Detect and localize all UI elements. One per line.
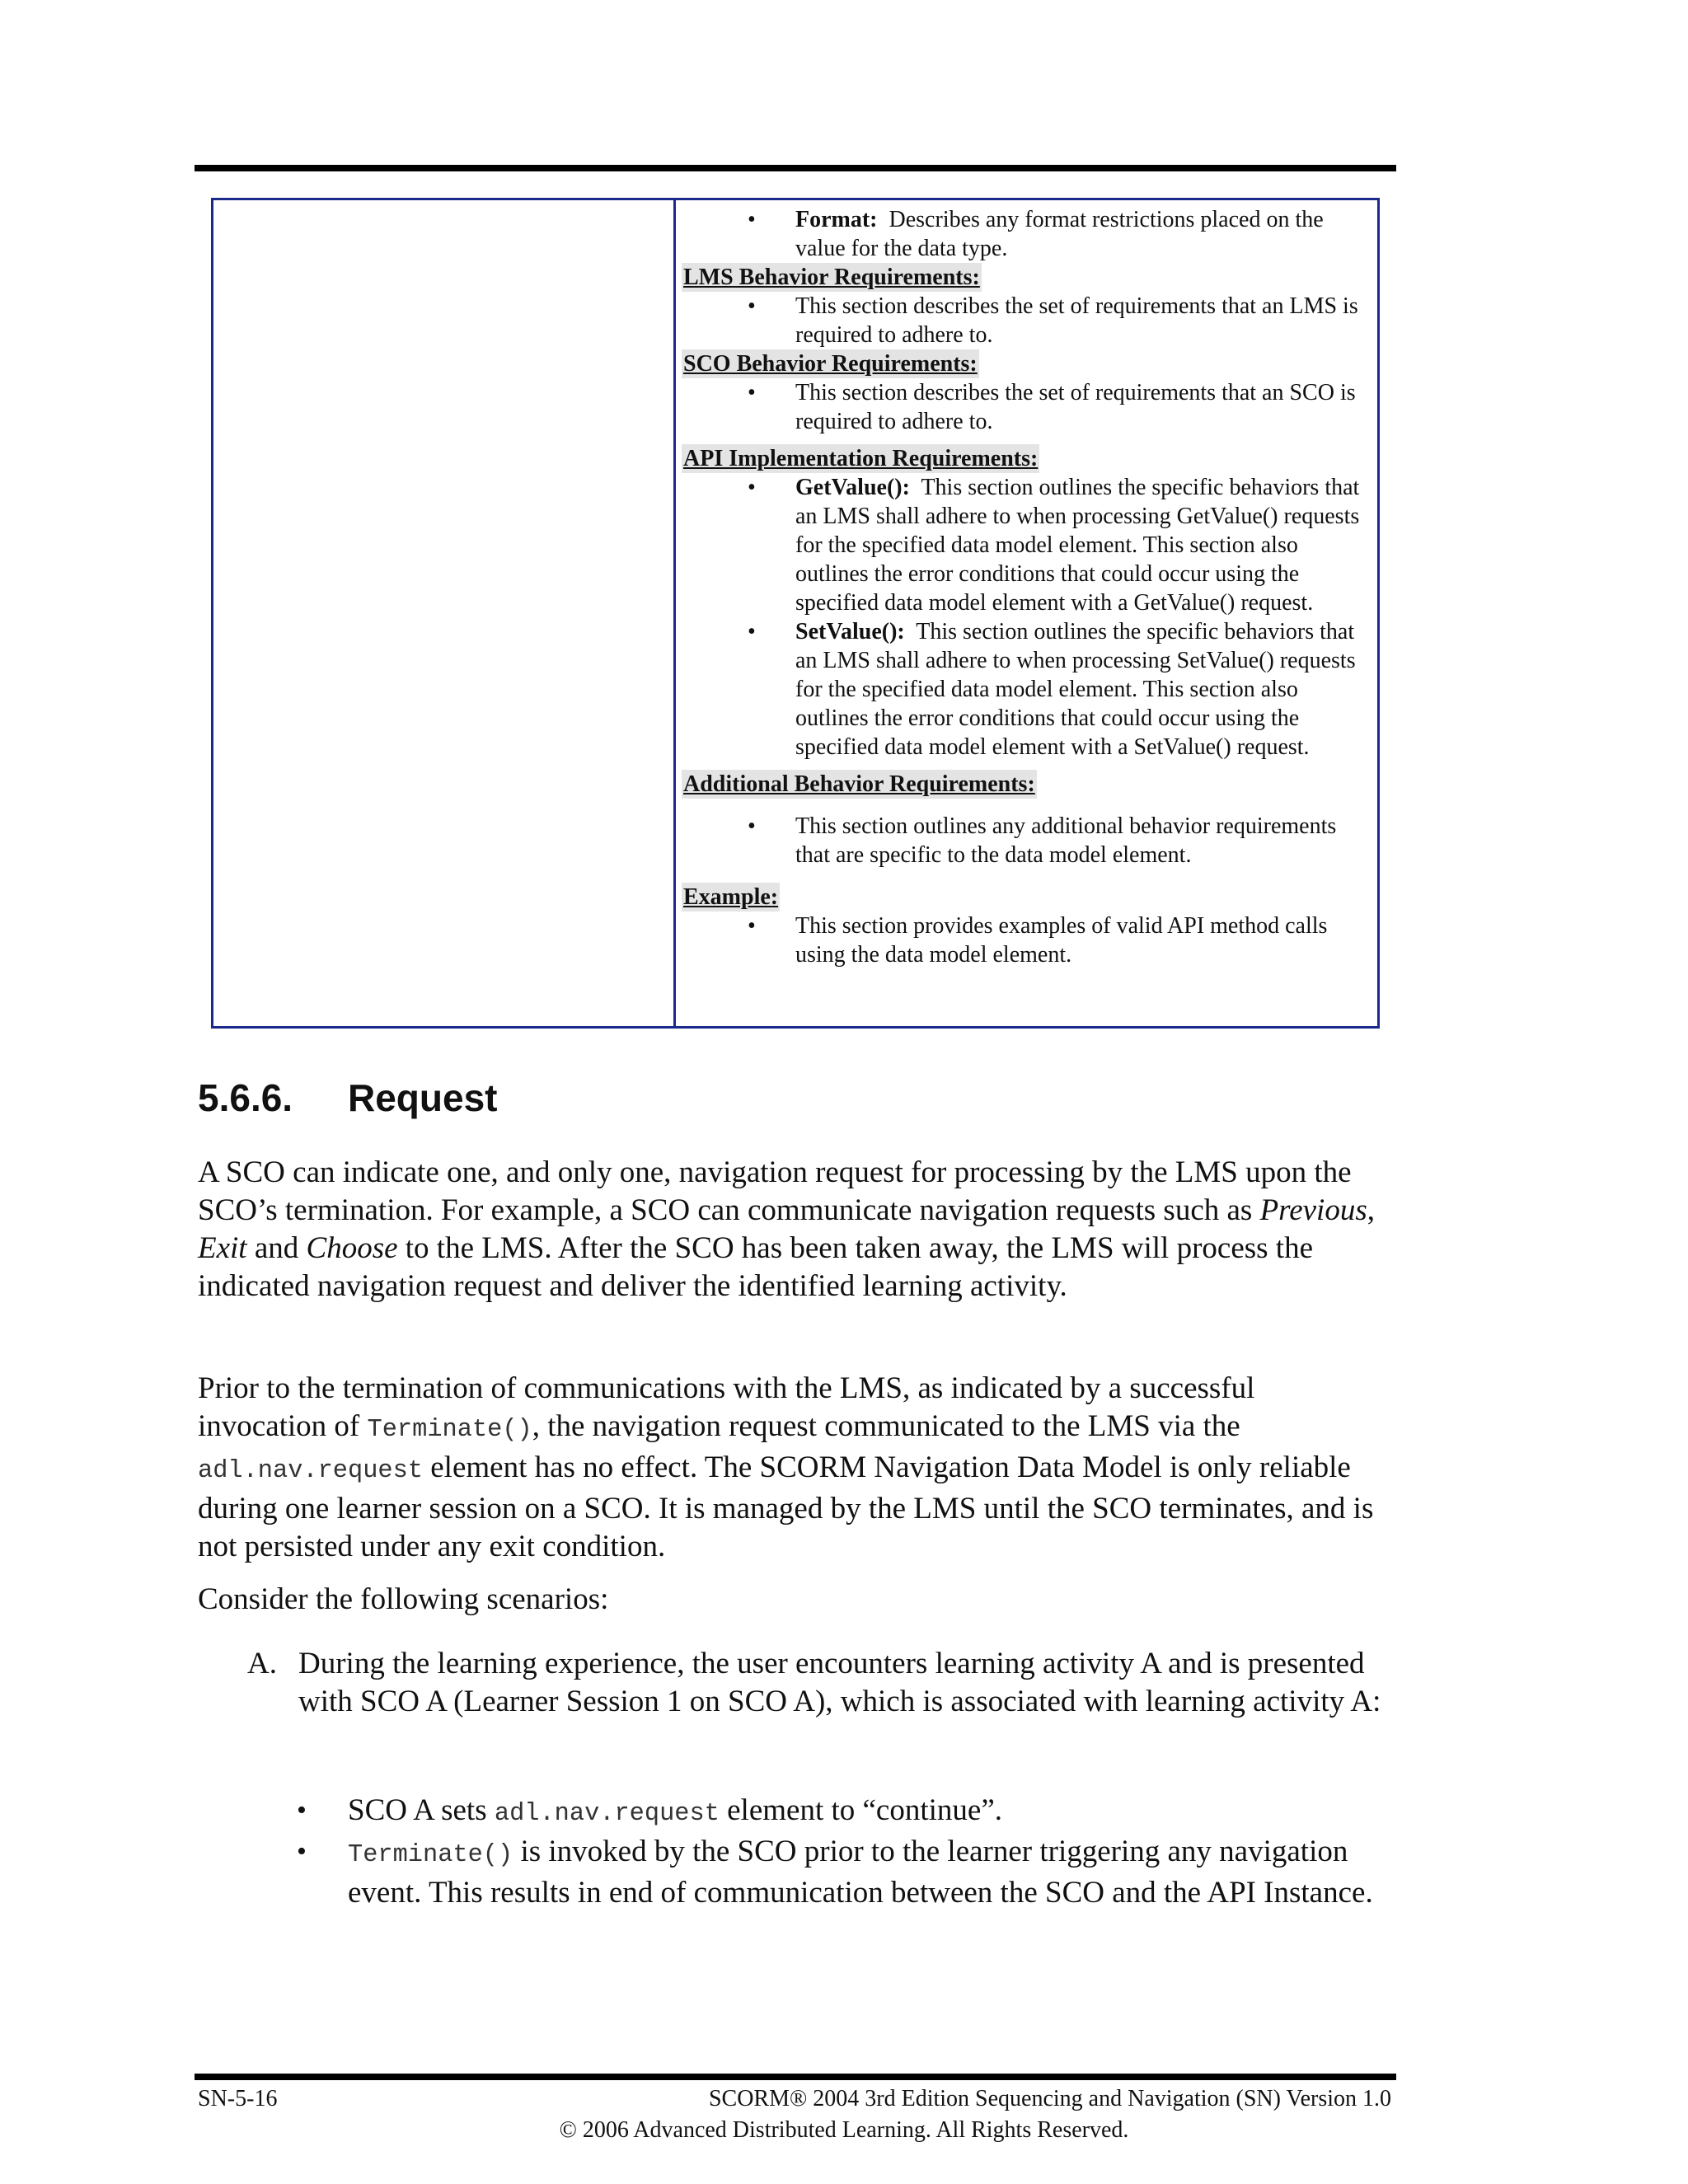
format-text: Describes any format restrictions placed on the value for the data type. (795, 207, 1324, 261)
bullet-item (297, 1833, 1393, 1912)
list-item (690, 912, 1374, 969)
copyright: © 2006 Advanced Distributed Learning. All Rights Reserved. (559, 2117, 1129, 2143)
footer-rule (195, 2074, 1396, 2080)
bullet-item (297, 1792, 1393, 1833)
list-item (690, 292, 1374, 349)
text-run: element has no effect. The SCORM Navigation Data Model is only reliable during one learner session on a SCO. It is managed by the LMS until the SCO terminates, and is not persisted under any exit condition. (198, 1451, 1374, 1563)
text-run: , the navigation request communicated to the LMS via the (532, 1409, 1240, 1443)
page-number: SN-5-16 (198, 2086, 278, 2111)
api-heading: API Implementation Requirements: (683, 446, 1039, 471)
list-item (690, 617, 1374, 762)
example-text: This section provides examples of valid API method calls using the data model element. (795, 913, 1328, 968)
paragraph-navigation-request (198, 1154, 1385, 1305)
text-run: Prior to the termination of communications with the LMS, as indicated by a successful invocation of (198, 1371, 1255, 1443)
list-item (690, 812, 1374, 869)
text-run-italic: Previous (1259, 1193, 1367, 1227)
setvalue-text: This section outlines the specific behaviors that an LMS shall adhere to when processing SetValue() requests for the specified data model element. This section also outlines the error conditions that could occur using the specified data model element with a SetValue() request. (795, 619, 1356, 760)
section-title: Request (348, 1076, 498, 1119)
scenario-label: A. (247, 1647, 277, 1680)
paragraph-termination (198, 1370, 1385, 1566)
text-run: A SCO can indicate one, and only one, navigation request for processing by the LMS upon the SCO’s termination. For example, a SCO can communicate navigation requests such as (198, 1155, 1352, 1227)
section-heading (198, 1075, 497, 1121)
text-run: is invoked by the SCO prior to the learner triggering any navigation event. This results in end of communication between the SCO and the API Instance. (348, 1835, 1373, 1910)
format-label: Format: (795, 207, 878, 232)
text-run: , (1367, 1193, 1375, 1227)
list-item (690, 473, 1374, 617)
table-column-divider (673, 200, 676, 1026)
lms-heading: LMS Behavior Requirements: (683, 265, 980, 290)
text-run-italic: Exit (198, 1231, 247, 1265)
data-model-table (211, 198, 1380, 1029)
document-title: SCORM® 2004 3rd Edition Sequencing and Navigation (SN) Version 1.0 (708, 2086, 1391, 2111)
list-item (690, 378, 1374, 436)
text-run-italic: Choose (306, 1231, 398, 1265)
getvalue-label: GetValue(): (795, 475, 910, 500)
additional-heading: Additional Behavior Requirements: (683, 771, 1035, 797)
code-terminate: Terminate() (348, 1841, 513, 1869)
text-run: element to “continue”. (719, 1793, 1003, 1827)
scenario-text: During the learning experience, the user encounters learning activity A and is presented with SCO A (Learner Session 1 on SCO A), which is associated with learning activity A: (298, 1647, 1381, 1718)
paragraph-scenarios-intro: Consider the following scenarios: (198, 1582, 609, 1616)
additional-text: This section outlines any additional behavior requirements that are specific to the data model element. (795, 813, 1337, 868)
header-rule (195, 165, 1396, 171)
text-run: and (246, 1231, 307, 1265)
scenario-a (247, 1645, 1385, 1721)
sco-text: This section describes the set of requirements that an SCO is required to adhere to. (795, 380, 1356, 434)
table-description-cell (683, 205, 1374, 969)
bullet-icon: • (297, 1836, 307, 1867)
bullet-icon: • (297, 1795, 307, 1825)
text-run: SCO A sets (348, 1793, 495, 1827)
sco-heading: SCO Behavior Requirements: (683, 351, 978, 377)
setvalue-label: SetValue(): (795, 619, 905, 644)
text-run: to the LMS. After the SCO has been taken away, the LMS will process the indicated navigation request and deliver the identified learning activity. (198, 1231, 1314, 1303)
lms-text: This section describes the set of requirements that an LMS is required to adhere to. (795, 293, 1358, 348)
code-adl-nav-request: adl.nav.request (494, 1800, 720, 1828)
code-terminate: Terminate() (367, 1416, 532, 1444)
example-heading: Example: (683, 884, 779, 910)
section-number: 5.6.6. (198, 1076, 293, 1119)
getvalue-text: This section outlines the specific behaviors that an LMS shall adhere to when processing GetValue() requests for the specified data model element. This section also outlines the error conditions that could occur using the specified data model element with a GetValue() request. (795, 475, 1360, 616)
code-adl-nav-request: adl.nav.request (198, 1457, 423, 1485)
list-item (690, 205, 1374, 263)
